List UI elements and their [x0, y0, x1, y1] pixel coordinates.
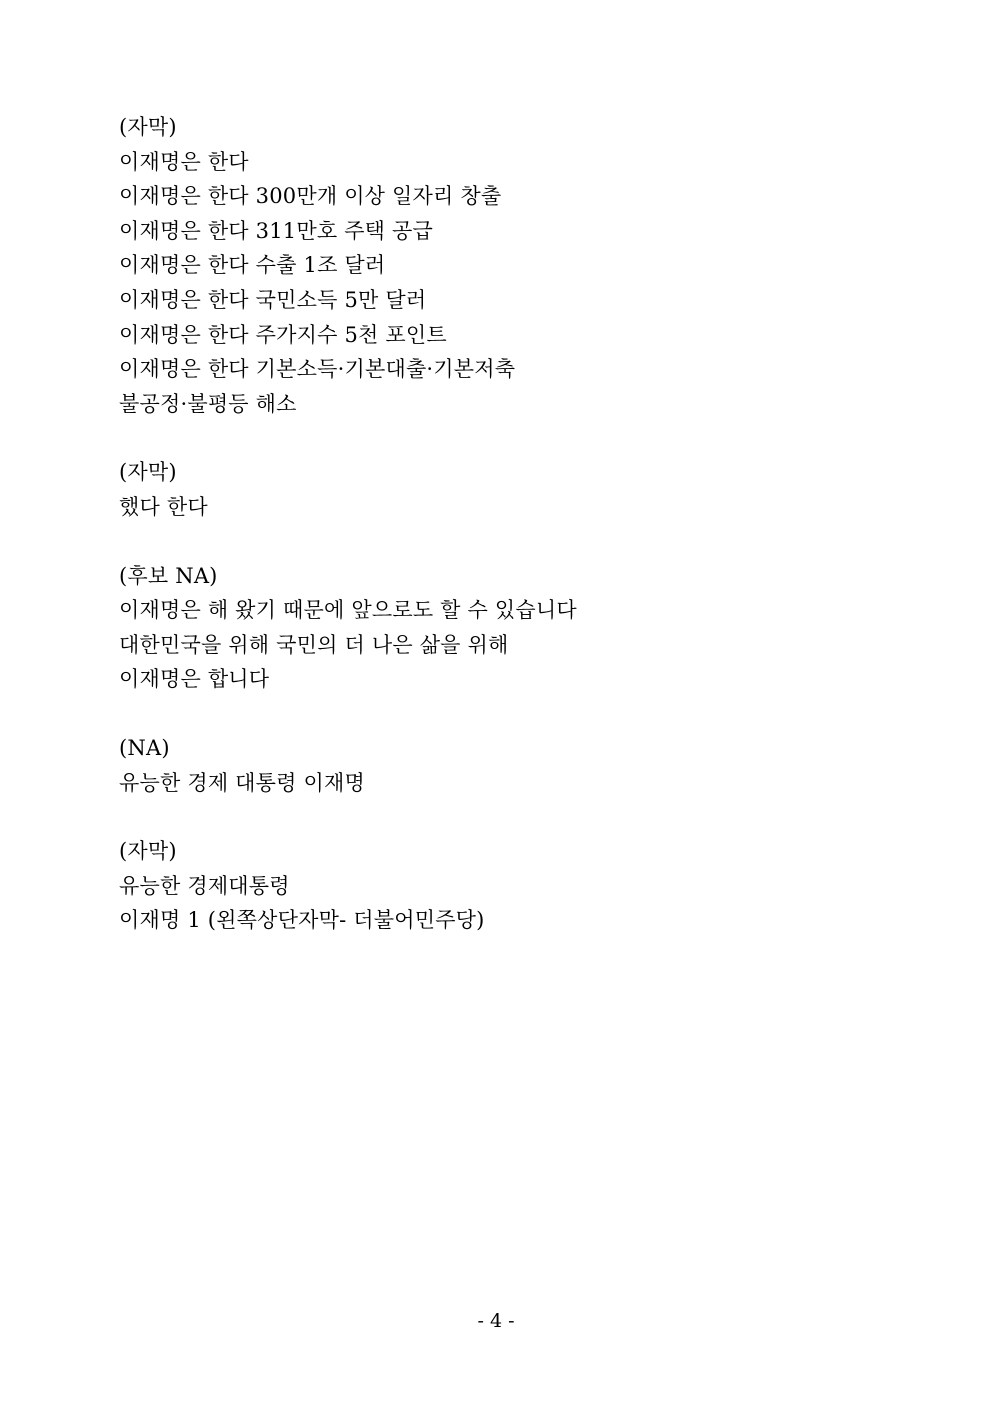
script-block-1: [119, 110, 879, 421]
block-label: (NA): [119, 735, 170, 760]
script-line: 유능한 경제 대통령 이재명: [119, 770, 365, 795]
script-line: 대한민국을 위해 국민의 더 나은 삶을 위해: [119, 632, 509, 657]
script-line: 이재명은 한다 기본소득·기본대출·기본저축: [119, 357, 516, 382]
script-line: 이재명은 한다 국민소득 5만 달러: [119, 287, 427, 312]
script-line: 이재명은 한다 300만개 이상 일자리 창출: [119, 184, 502, 209]
script-block-5: [119, 834, 879, 938]
script-line: 이재명은 한다 수출 1조 달러: [119, 253, 386, 278]
script-line: 불공정·불평등 해소: [119, 391, 297, 416]
block-label: (자막): [119, 115, 177, 139]
script-line: 이재명은 합니다: [119, 667, 270, 692]
script-block-4: [119, 731, 879, 800]
page-number: - 4 -: [477, 1310, 515, 1332]
script-block-2: [119, 455, 879, 524]
block-label: (자막): [119, 839, 177, 864]
script-line: 이재명은 한다: [119, 149, 249, 174]
block-label: (후보 NA): [119, 563, 218, 588]
block-label: (자막): [119, 460, 177, 485]
script-line: 이재명은 한다 주가지수 5천 포인트: [119, 322, 447, 347]
script-block-3: [119, 559, 879, 697]
script-body: [119, 110, 879, 972]
script-line: 유능한 경제대통령: [119, 873, 290, 898]
script-line: 이재명은 해 왔기 때문에 앞으로도 할 수 있습니다: [119, 598, 577, 623]
script-line: 했다 한다: [119, 494, 208, 519]
script-line: 이재명 1 (왼쪽상단자막- 더불어민주당): [119, 908, 485, 933]
script-line: 이재명은 한다 311만호 주택 공급: [119, 218, 434, 243]
